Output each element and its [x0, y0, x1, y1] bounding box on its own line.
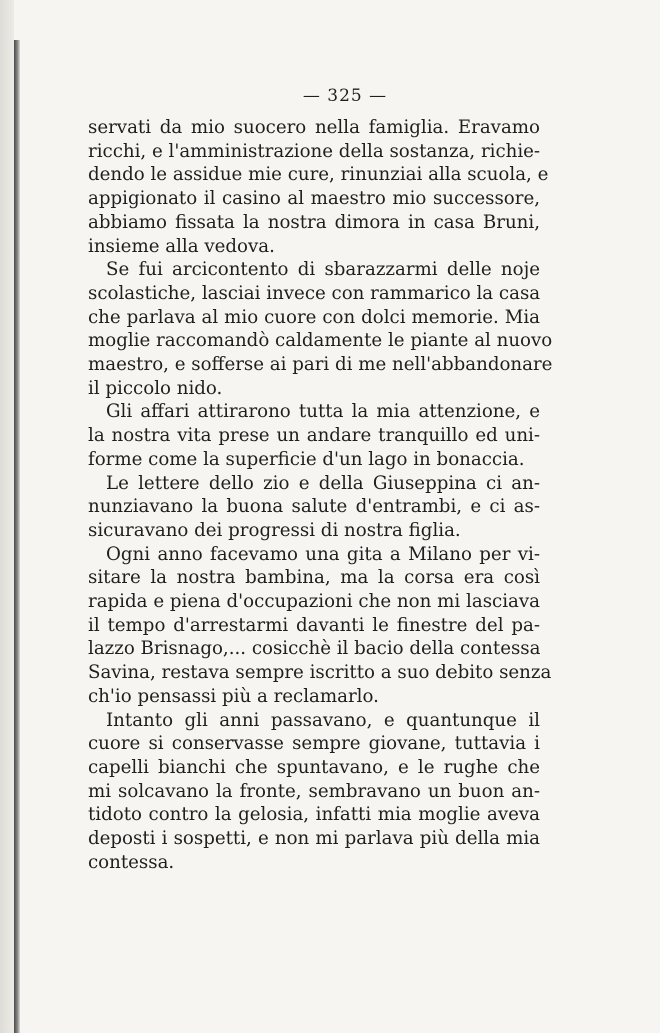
- page-binding-edge: [14, 40, 20, 1033]
- text-line: contessa.: [88, 851, 175, 873]
- text-line: moglie raccomandò caldamente le piante al nuovo: [88, 330, 553, 352]
- text-line: cuore si conservasse sempre giovane, tuttavia i: [88, 733, 540, 755]
- text-line: forme come la superficie d'un lago in bonaccia.: [88, 448, 525, 470]
- text-line: Savina, restava sempre iscritto a suo debito senza: [88, 662, 552, 684]
- text-line: nunziavano la buona salute d'entrambi, e ci as-: [88, 496, 540, 518]
- text-line: appigionato il casino al maestro mio successore,: [88, 188, 540, 210]
- text-line: Gli affari attirarono tutta la mia attenzione, e: [106, 401, 540, 423]
- text-line: abbiamo fissata la nostra dimora in casa Bruni,: [88, 211, 540, 233]
- text-line: dendo le assidue mie cure, rinunziai alla scuola, e: [88, 164, 549, 186]
- text-line: mi solcavano la fronte, sembravano un buon an-: [88, 780, 540, 802]
- body-text: [88, 116, 553, 875]
- text-line: scolastiche, lasciai invece con rammarico la casa: [88, 282, 541, 304]
- page-gutter-shadow: [0, 0, 14, 1033]
- text-line: ricchi, e l'amministrazione della sostanza, richie-: [88, 140, 541, 162]
- text-line: tidoto contro la gelosia, infatti mia moglie aveva: [88, 804, 540, 826]
- text-line: il piccolo nido.: [88, 377, 223, 399]
- page-number: — 325 —: [302, 86, 388, 106]
- text-line: ch'io pensassi più a reclamarlo.: [88, 685, 379, 707]
- text-line: deposti i sospetti, e non mi parlava più della mia: [88, 828, 540, 850]
- text-line: Le lettere dello zio e della Giuseppina ci an-: [106, 472, 540, 494]
- text-line: la nostra vita prese un andare tranquillo ed uni-: [88, 425, 540, 447]
- text-line: servati da mio suocero nella famiglia. Eravamo: [88, 117, 540, 138]
- text-line: il tempo d'arrestarmi davanti le finestre del pa-: [88, 614, 540, 636]
- text-line: rapida e piena d'occupazioni che non mi lasciava: [88, 591, 540, 613]
- text-line: capelli bianchi che spuntavano, e le rughe che: [88, 756, 540, 778]
- text-line: che parlava al mio cuore con dolci memorie. Mia: [88, 306, 540, 328]
- text-line: maestro, e sofferse ai pari di me nell'abbandonare: [88, 354, 553, 376]
- text-line: sicuravano dei progressi di nostra figlia.: [88, 519, 461, 541]
- text-line: insieme alla vedova.: [88, 235, 275, 257]
- text-line: lazzo Brisnago,... cosicchè il bacio della contessa: [88, 638, 541, 660]
- text-line: Se fui arcicontento di sbarazzarmi delle noje: [106, 259, 540, 281]
- text-line: Ogni anno facevamo una gita a Milano per vi-: [106, 543, 540, 565]
- text-line: sitare la nostra bambina, ma la corsa era così: [88, 567, 540, 589]
- text-line: Intanto gli anni passavano, e quantunque il: [106, 709, 540, 731]
